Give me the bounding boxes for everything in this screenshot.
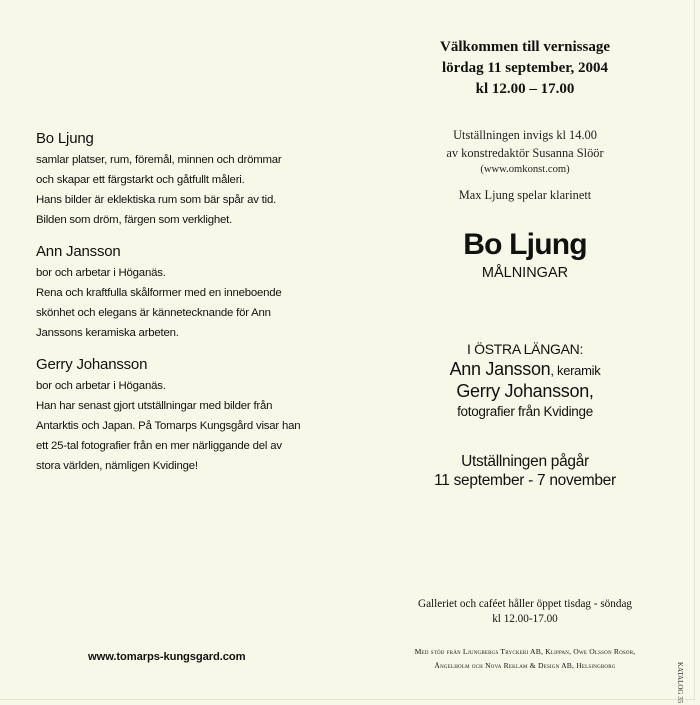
left-column (36, 128, 336, 487)
bio-gerry-johansson (36, 354, 336, 476)
website-link[interactable]: www.tomarps-kungsgard.com (88, 651, 246, 663)
bio-line: bor och arbetar i Höganäs. (36, 380, 166, 392)
bio-line: Rena och kraftfulla skålformer med en inneboende (36, 287, 282, 299)
sponsors-line: Ängelholm och Nova Reklam & Design AB, Helsingborg (434, 661, 616, 670)
time-line: kl 12.00 – 17.00 (475, 81, 575, 97)
artist-name: Ann Jansson (449, 359, 551, 379)
sponsors (360, 645, 690, 673)
bio-line: skönhet och elegans är kännetecknande för Ann (36, 307, 271, 319)
music-info: Max Ljung spelar klarinett (458, 188, 592, 202)
bio-name: Ann Jansson (36, 243, 121, 260)
opening-info (360, 126, 690, 204)
bio-name: Gerry Johansson (36, 356, 148, 373)
bio-line: Bilden som dröm, färgen som verklighet. (36, 214, 233, 226)
hours-time: kl 12.00-17.00 (492, 613, 558, 625)
gerry-johansson-name: Gerry Johansson, (456, 381, 594, 401)
opening-time: Utställningen invigs kl 14.00 (453, 128, 597, 142)
bio-line: Janssons keramiska arbeten. (36, 327, 179, 339)
bio-bo-ljung (36, 128, 336, 230)
ostra-heading: I ÖSTRA LÄNGAN: (466, 341, 584, 357)
bio-line: ett 25-tal fotografier från en mer närliggande del av (36, 440, 282, 452)
bio-line: stora världen, nämligen Kvidinge! (36, 460, 198, 472)
hours-days: Galleriet och caféet håller öppet tisdag - söndag (417, 598, 633, 610)
artist-block (360, 227, 690, 283)
welcome-line: Välkommen till vernissage (440, 39, 610, 55)
vernissage-invitation (360, 37, 690, 100)
bio-name: Bo Ljung (36, 130, 94, 147)
artist-medium: , keramik (550, 363, 601, 378)
exhibition-period (360, 452, 690, 490)
bio-ann-jansson (36, 241, 336, 343)
catalog-number: KATALOG 35 (676, 662, 684, 704)
bio-line: Hans bilder är eklektiska rum som bär spår av tid. (36, 194, 277, 206)
bio-line: Antarktis och Japan. På Tomarps Kungsgård visar han (36, 420, 301, 432)
bio-line: Han har senast gjort utställningar med bilder från (36, 400, 273, 412)
ann-jansson-row (360, 358, 690, 380)
ostra-langan-block (360, 340, 690, 422)
period-label: Utställningen pågår (461, 453, 589, 470)
opening-speaker: av konstredaktör Susanna Slöör (446, 146, 604, 160)
sponsors-line: Med stöd från Ljungbergs Tryckeri AB, Klippan, Owe Olsson Rosor, (414, 647, 636, 656)
opening-hours (360, 597, 690, 627)
gerry-johansson-medium: fotografier från Kvidinge (457, 404, 593, 419)
bio-line: och skapar ett färgstarkt och gåtfullt måleri. (36, 174, 245, 186)
artist-subtitle: MÅLNINGAR (481, 265, 569, 281)
period-dates: 11 september - 7 november (434, 472, 616, 489)
speaker-website[interactable]: (www.omkonst.com) (480, 164, 570, 175)
date-line: lördag 11 september, 2004 (441, 60, 609, 76)
artist-title: Bo Ljung (463, 228, 587, 261)
bio-line: samlar platser, rum, föremål, minnen och drömmar (36, 154, 282, 166)
bio-line: bor och arbetar i Höganäs. (36, 267, 166, 279)
